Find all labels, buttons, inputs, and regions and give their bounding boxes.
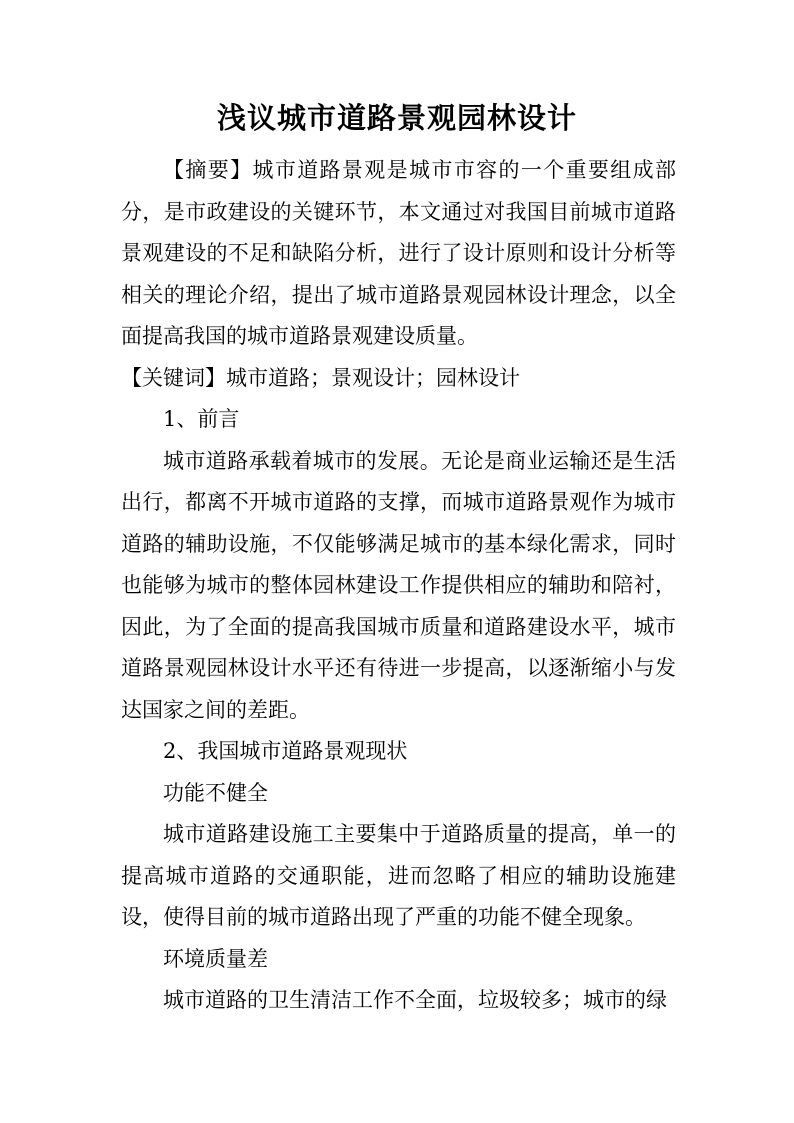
- subsection2-heading: 环境质量差: [163, 946, 268, 971]
- document-body: [121, 150, 676, 1022]
- keywords-paragraph: [121, 358, 676, 400]
- abstract-paragraph: [121, 150, 676, 358]
- subsection2-paragraph: 城市道路的卫生清洁工作不全面，垃圾较多；城市的绿: [163, 988, 667, 1012]
- abstract-text: 城市道路景观是城市市容的一个重要组成部分，是市政建设的关键环节，本文通过对我国目前城市道路景观建设的不足和缺陷分析，进行了设计原则和设计分析等相关的理论介绍，提出了城市道路景观园林设计理念，以全面提高我国的城市道路景观建设质量。: [121, 158, 677, 348]
- section1-heading: 1、前言: [163, 407, 240, 431]
- section1-paragraph: 城市道路承载着城市的发展。无论是商业运输还是生活出行，都离不开城市道路的支撑，而城市道路景观作为城市道路的辅助设施，不仅能够满足城市的基本绿化需求，同时也能够为城市的整体园林建设工作提供相应的辅助和陪衬，因此，为了全面的提高我国城市质量和道路建设水平，城市道路景观园林设计水平还有待进一步提高，以逐渐缩小与发达国家之间的差距。: [121, 448, 676, 722]
- keywords-label: 【关键词】: [121, 365, 226, 390]
- abstract-label: 【摘要】: [163, 158, 253, 182]
- subsection1-heading: 功能不健全: [163, 780, 268, 805]
- keywords-text: 城市道路；景观设计；园林设计: [226, 365, 520, 390]
- section2-heading: 2、我国城市道路景观现状: [163, 739, 408, 763]
- subsection1-paragraph: 城市道路建设施工主要集中于道路质量的提高，单一的提高城市道路的交通职能，进而忽略了相应的辅助设施建设，使得目前的城市道路出现了严重的功能不健全现象。: [121, 822, 676, 929]
- document-title: 浅议城市道路景观园林设计: [216, 101, 577, 135]
